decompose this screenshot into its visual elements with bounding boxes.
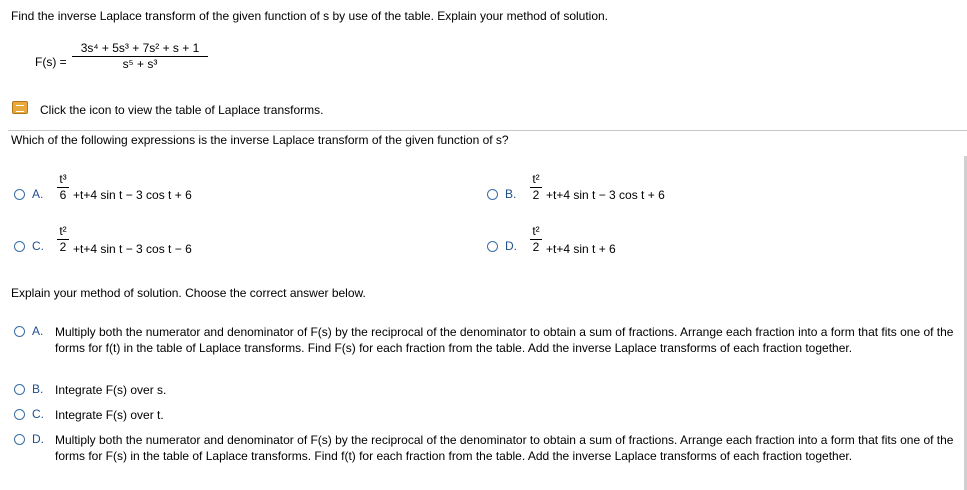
option-b-fraction: t² 2 xyxy=(530,173,542,202)
part2-option-b-text: Integrate F(s) over s. xyxy=(55,383,167,397)
radio-part1-c[interactable] xyxy=(14,241,25,252)
part2-option-a-text: Multiply both the numerator and denominator of F(s) by the reciprocal of the denominator to obtain a sum of fractions. Arrange each fraction into a form that fits one of the forms for f(t) in the table of Laplace transforms. Find F(s) for each fraction from the table. Add the inverse Laplace transforms of each fraction together. xyxy=(55,325,954,355)
option-d-expression: +t+4 sin t + 6 xyxy=(546,242,616,256)
radio-part2-b[interactable] xyxy=(14,384,25,395)
option-b-expression: +t+4 sin t − 3 cos t + 6 xyxy=(546,188,665,202)
radio-part1-d[interactable] xyxy=(487,241,498,252)
part2-option-c-text: Integrate F(s) over t. xyxy=(55,408,164,422)
question-prompt: Find the inverse Laplace transform of the given function of s by use of the table. Explain your method of solution. xyxy=(11,9,609,23)
divider xyxy=(8,130,967,131)
part2-option-d-text: Multiply both the numerator and denominator of F(s) by the reciprocal of the denominator to obtain a sum of fractions. Arrange each fraction into a form that fits one of the forms for F(s) in the table of Laplace transforms. Find f(t) for each fraction from the table. Add the inverse Laplace transforms of each fraction together. xyxy=(55,433,954,463)
option-letter: D. xyxy=(32,432,44,446)
option-c-fraction: t² 2 xyxy=(57,225,69,254)
option-letter: A. xyxy=(32,324,44,338)
function-denominator: s⁵ + s³ xyxy=(122,57,158,71)
option-letter: A. xyxy=(32,187,44,201)
radio-part1-a[interactable] xyxy=(14,189,25,200)
book-icon[interactable] xyxy=(12,101,28,114)
function-numerator: 3s⁴ + 5s³ + 7s² + s + 1 xyxy=(80,41,200,55)
radio-part2-c[interactable] xyxy=(14,409,25,420)
radio-part2-d[interactable] xyxy=(14,434,25,445)
option-a-fraction: t³ 6 xyxy=(57,173,69,202)
function-label: F(s) = xyxy=(35,55,67,69)
option-letter: B. xyxy=(32,382,44,396)
radio-part2-a[interactable] xyxy=(14,326,25,337)
table-link-text[interactable]: Click the icon to view the table of Laplace transforms. xyxy=(40,103,324,117)
option-d-fraction: t² 2 xyxy=(530,225,542,254)
part2-question: Explain your method of solution. Choose the correct answer below. xyxy=(11,286,366,300)
option-a-expression: +t+4 sin t − 3 cos t + 6 xyxy=(73,188,192,202)
option-c-expression: +t+4 sin t − 3 cos t − 6 xyxy=(73,242,192,256)
option-letter: B. xyxy=(505,187,517,201)
part1-question: Which of the following expressions is the inverse Laplace transform of the given function of s? xyxy=(11,133,509,147)
option-letter: D. xyxy=(505,239,517,253)
option-letter: C. xyxy=(32,407,44,421)
function-fraction xyxy=(72,42,208,71)
radio-part1-b[interactable] xyxy=(487,189,498,200)
option-letter: C. xyxy=(32,239,44,253)
